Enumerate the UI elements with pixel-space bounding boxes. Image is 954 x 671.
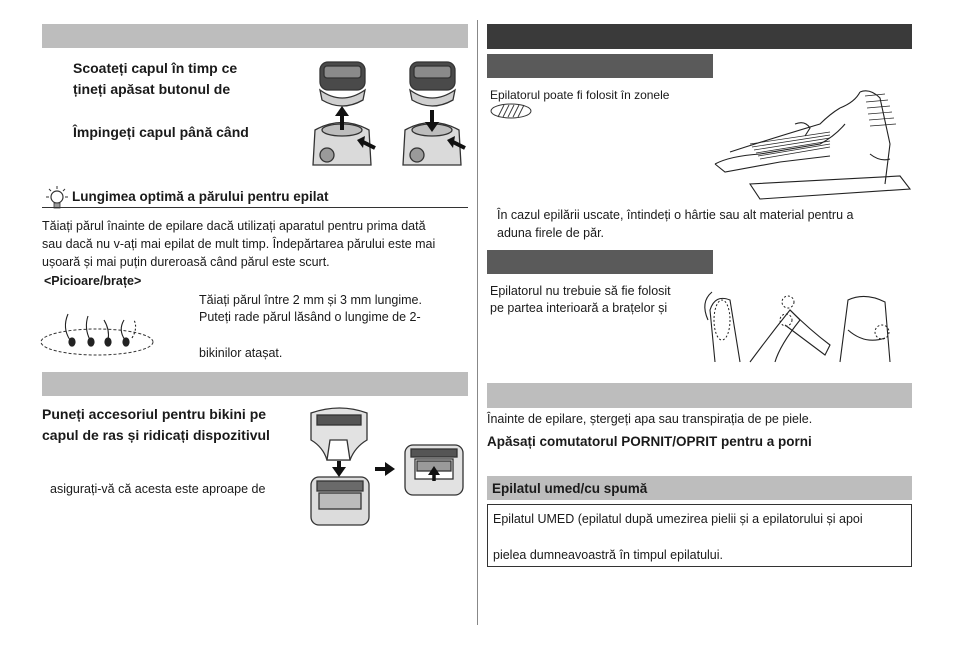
- wet-info-line-1: Epilatul UMED (epilatul după umezirea pielii și a epilatorului și apoi: [493, 512, 863, 526]
- legs-arms-subheading: <Picioare/brațe>: [44, 274, 142, 288]
- warning-line-2: pe partea interioară a brațelor și: [490, 301, 668, 315]
- wet-info-line-2: pielea dumneavoastră în timpul epilatului.: [493, 548, 723, 562]
- usage-line-1: Înainte de epilare, ștergeți apa sau transpirația de pe piele.: [487, 412, 813, 426]
- section-bar-head-removal: [42, 24, 468, 48]
- hair-length-para-1: Tăiați părul înainte de epilare dacă utilizați aparatul pentru prima dată: [42, 219, 426, 233]
- hair-length-illustration: [40, 310, 155, 358]
- warning-line-1: Epilatorul nu trebuie să fie folosit: [490, 284, 671, 298]
- bikini-line-2: capul de ras și ridicați dispozitivul: [42, 427, 270, 443]
- bikini-line-3: asigurați-vă că acesta este aproape de: [50, 482, 266, 496]
- subsection-bar-warning: [487, 250, 713, 274]
- cut-length-text-2: Puteți rade părul lăsând o lungime de 2-: [199, 310, 421, 324]
- arms-warning-illustration: [690, 290, 912, 362]
- usage-line-2: Apăsați comutatorul PORNIT/OPRIT pentru a porni: [487, 434, 812, 449]
- hair-length-heading: Lungimea optimă a părului pentru epilat: [72, 189, 329, 204]
- dry-note-line-1: În cazul epilării uscate, întindeți o hârtie sau alt material pentru a: [497, 208, 854, 222]
- cut-length-text-1: Tăiați părul între 2 mm și 3 mm lungime.: [199, 293, 422, 307]
- zones-text: Epilatorul poate fi folosit în zonele: [490, 88, 670, 102]
- removal-line-2: țineți apăsat butonul de: [73, 81, 231, 97]
- bikini-line-1: Puneți accesoriul pentru bikini pe: [42, 406, 267, 422]
- legs-usage-illustration: [710, 84, 915, 199]
- cut-length-text-3: bikinilor atașat.: [199, 346, 283, 360]
- removal-line-3: Împingeți capul până când: [73, 124, 249, 140]
- heading-underline: [42, 207, 468, 208]
- section-bar-bikini: [42, 372, 468, 396]
- head-removal-illustration: [305, 60, 475, 165]
- removal-line-1: Scoateți capul în timp ce: [73, 60, 238, 76]
- dry-note-line-2: aduna firele de păr.: [497, 226, 605, 240]
- section-bar-usage: [487, 383, 912, 408]
- bikini-attachment-illustration: [305, 405, 470, 535]
- column-divider: [477, 20, 478, 625]
- subsection-bar-zones: [487, 54, 713, 78]
- hair-length-para-3: ușoară și mai puțin dureroasă când părul este scurt.: [42, 255, 330, 269]
- section-bar-usage-areas: [487, 24, 912, 49]
- hatched-zone-icon: [490, 103, 532, 119]
- wet-heading: Epilatul umed/cu spumă: [492, 481, 648, 496]
- hair-length-para-2: sau dacă nu v-ați mai epilat de mult timp. Îndepărtarea părului este mai: [42, 237, 436, 251]
